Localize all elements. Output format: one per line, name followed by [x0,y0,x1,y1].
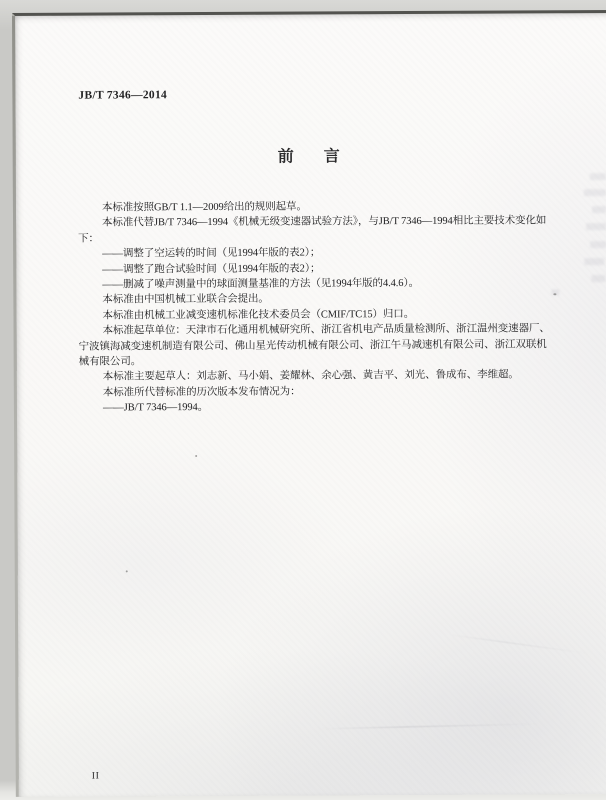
text-line: ——调整了跑合试验时间（见1994年版的表2）； [102,263,321,276]
show-through-mark [591,275,605,282]
text-line: 械有限公司。 [78,356,142,368]
text-line: 本标准所代替标准的历次版本发布情况为： [102,386,301,399]
text-line: 本标准主要起草人：刘志新、马小娟、姜耀林、余心强、黄吉平、刘光、鲁成布、李维超。 [102,369,519,383]
scan-speck [553,293,556,295]
text-line: 下： [78,233,99,245]
text-line: 本标准代替JB/T 7346—1994《机械无级变速器试验方法》，与JB/T 7346—1994相比主要技术变化如 [102,215,547,229]
text-line: ——调整了空运转的时间（见1994年版的表2）； [102,247,321,260]
show-through-mark [590,173,606,180]
foreword-title: 前言 [277,148,370,166]
scan-speck [126,570,128,572]
text-line: 本标准由中国机械工业联合会提出。 [102,293,269,306]
page-left-edge-shadow [12,16,17,436]
paper-page [12,10,606,797]
text-line: 本标准按照GB/T 1.1—2009给出的规则起草。 [101,201,307,214]
text-line: ——删减了噪声测量中的球面测量基准的方法（见1994年版的4.4.6）。 [102,277,420,291]
paper-crease [319,723,539,729]
standard-number: JB/T 7346—2014 [78,89,168,102]
paper-crease [449,634,588,654]
text-line: ——JB/T 7346—1994。 [102,401,209,414]
text-line: 本标准起草单位：天津市石化通用机械研究所、浙江省机电产品质量检测所、浙江温州变速器厂、 [102,323,550,337]
page-number: II [91,770,100,782]
text-line: 宁波镇海减变速机制造有限公司、佛山星光传动机械有限公司、浙江午马减速机有限公司、浙江双联机 [78,339,547,353]
body-lines [78,197,554,414]
show-through-mark [590,241,606,248]
show-through-mark [592,206,606,213]
scan-speck [195,455,197,457]
show-through-mark [584,258,604,265]
text-line: 本标准由机械工业减变速机标准化技术委员会（CMIF/TC15）归口。 [102,308,415,322]
show-through-mark [584,189,606,196]
show-through-mark [586,223,606,230]
